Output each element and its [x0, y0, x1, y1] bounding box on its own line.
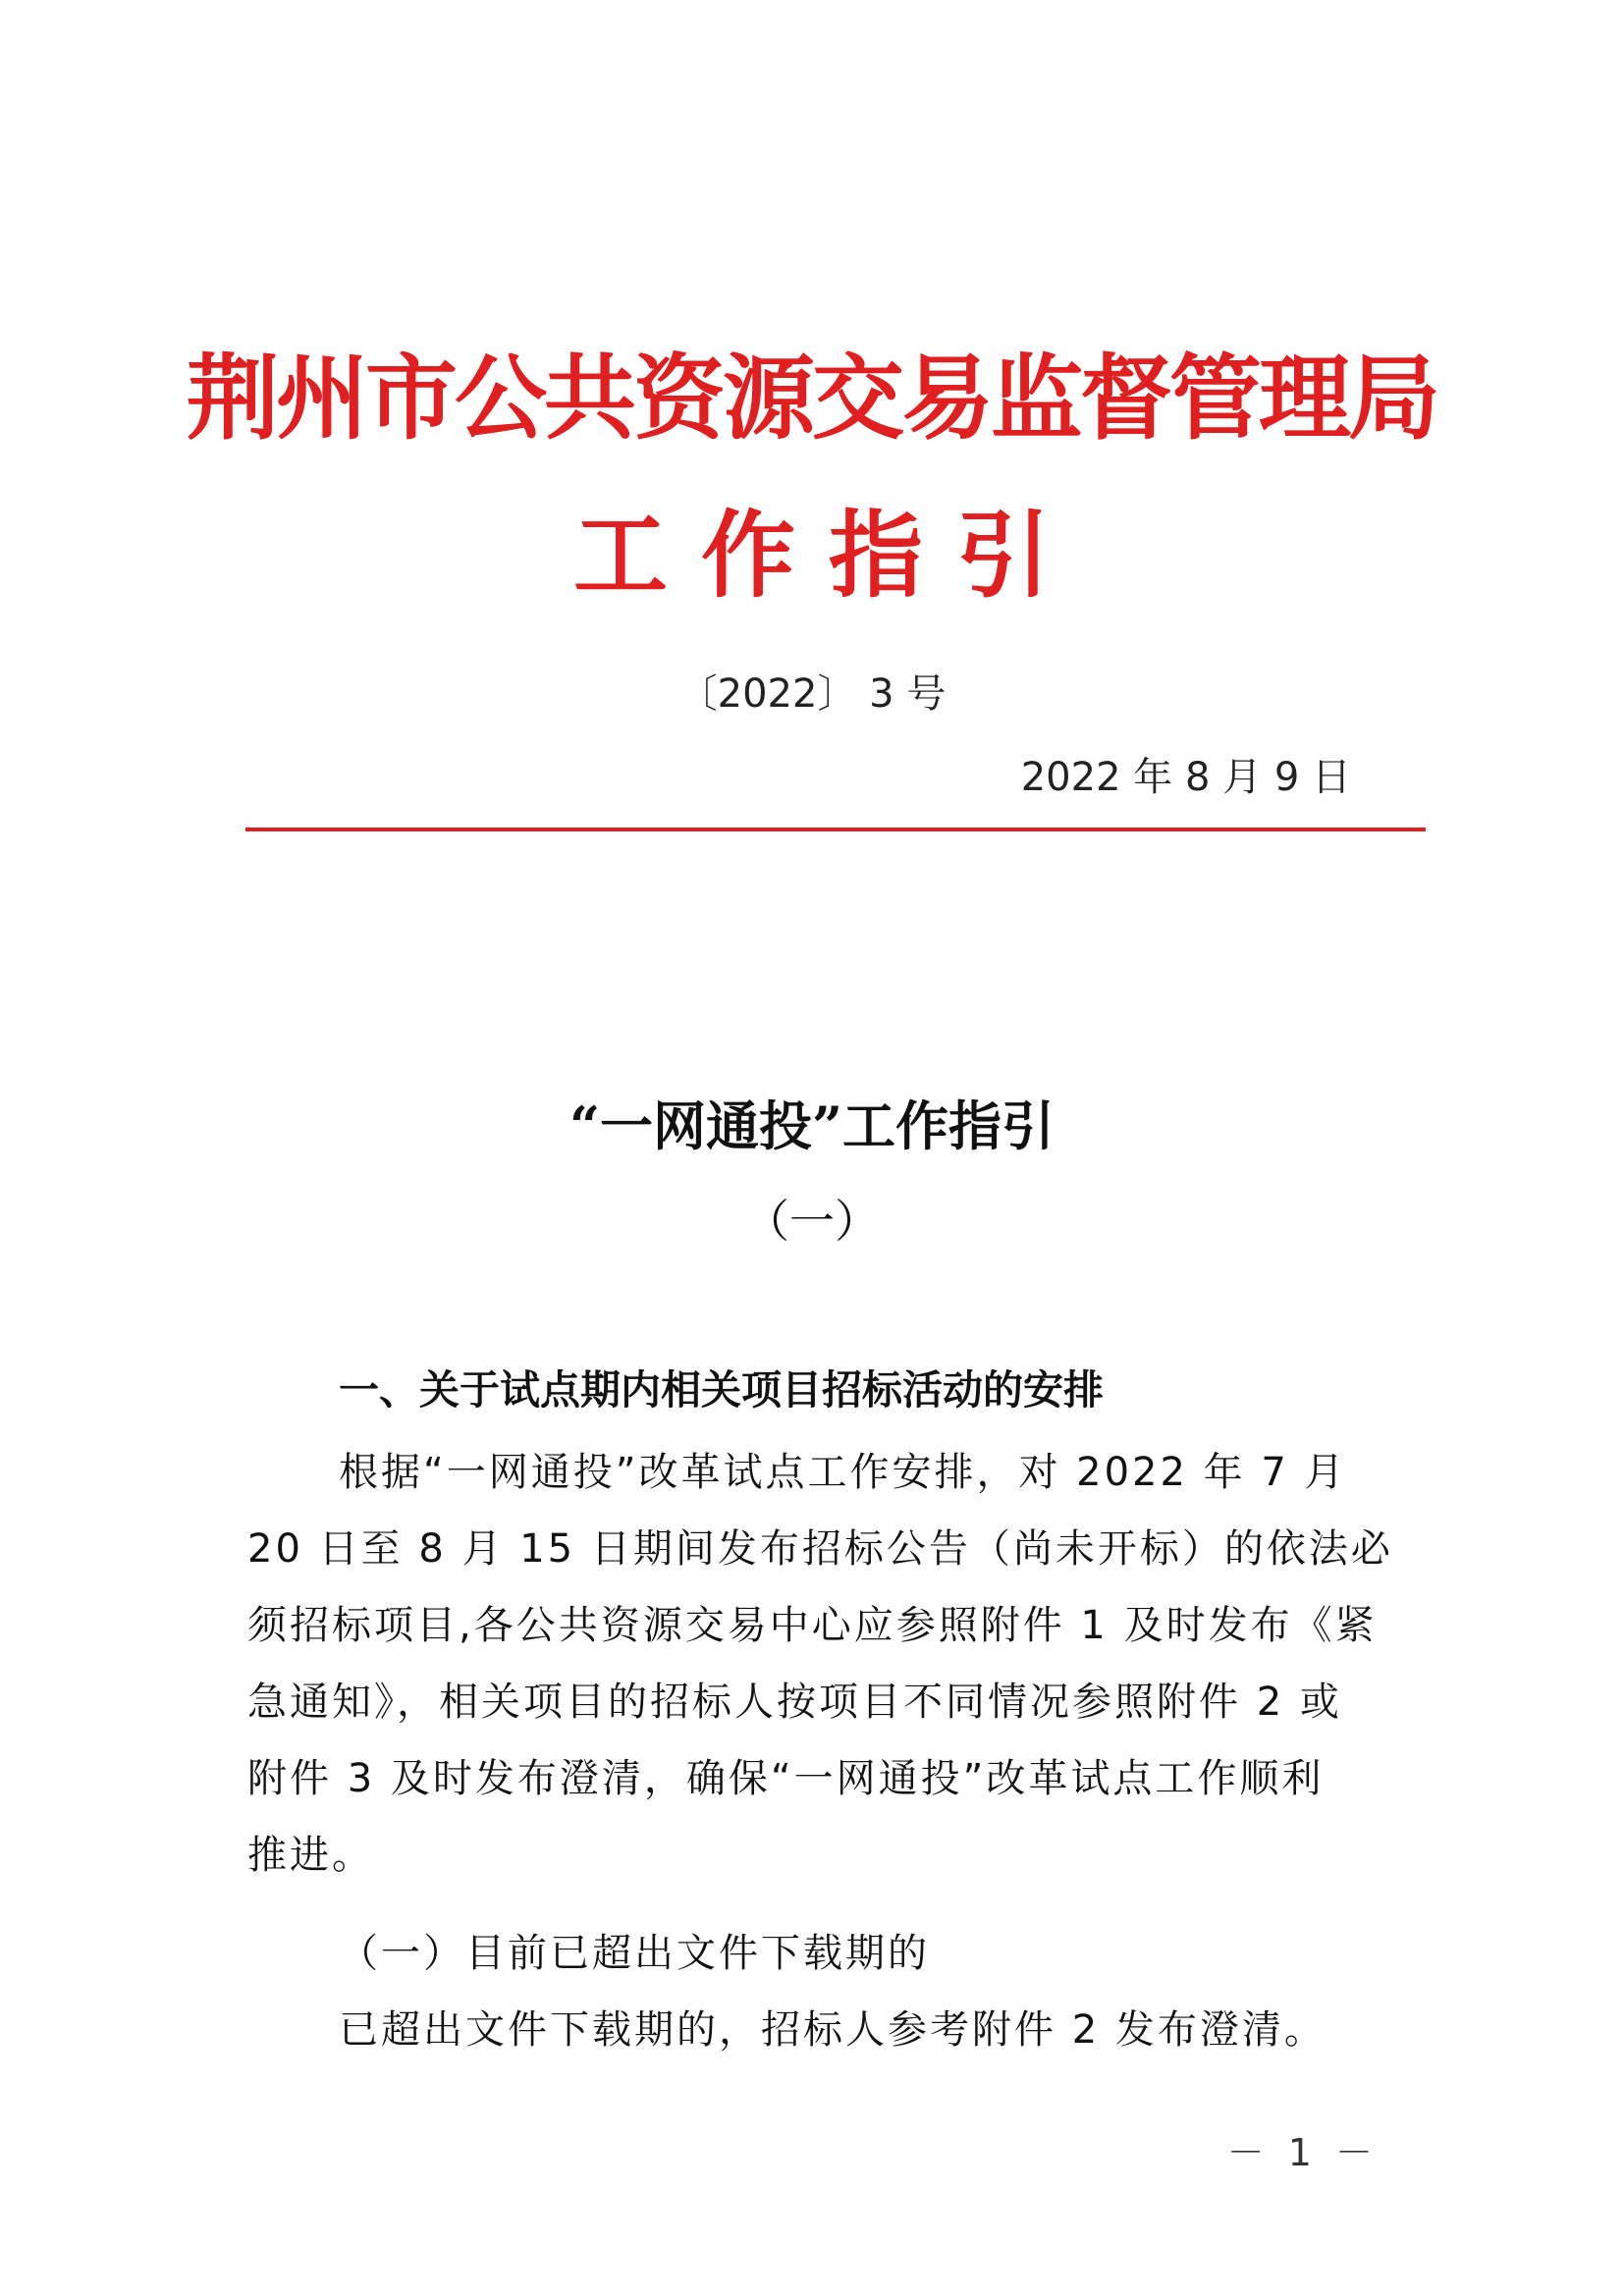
article-title: “一网通投”工作指引 — [568, 1095, 1056, 1157]
document-number: 〔2022〕 3 号 — [677, 671, 947, 717]
paragraph-line: 急通知》，相关项目的招标人按项目不同情况参照附件 2 或 — [247, 1680, 1342, 1725]
issuing-organization: 荆州市公共资源交易监督管理局 — [186, 346, 1437, 453]
subsection-text: 已超出文件下载期的，招标人参考附件 2 发布澄清。 — [339, 2007, 1326, 2053]
red-divider-rule — [245, 828, 1426, 831]
page-number: － 1 － — [1226, 2131, 1379, 2174]
section-heading: 一、关于试点期内相关项目招标活动的安排 — [339, 1366, 1104, 1414]
document-type-title: 工作指引 — [573, 500, 1084, 611]
subsection-heading: （一）目前已超出文件下载期的 — [339, 1931, 930, 1976]
paragraph-line: 附件 3 及时发布澄清，确保“一网通投”改革试点工作顺利 — [247, 1756, 1325, 1801]
paragraph-line: 20 日至 8 月 15 日期间发布招标公告（尚未开标）的依法必 — [247, 1526, 1393, 1572]
article-subtitle: （一） — [744, 1195, 880, 1248]
paragraph-line: 根据“一网通投”改革试点工作安排，对 2022 年 7 月 — [339, 1450, 1347, 1495]
issue-date: 2022 年 8 月 9 日 — [1020, 755, 1351, 800]
paragraph-line: 推进。 — [247, 1833, 374, 1878]
paragraph-line: 须招标项目,各公共资源交易中心应参照附件 1 及时发布《紧 — [247, 1603, 1378, 1648]
